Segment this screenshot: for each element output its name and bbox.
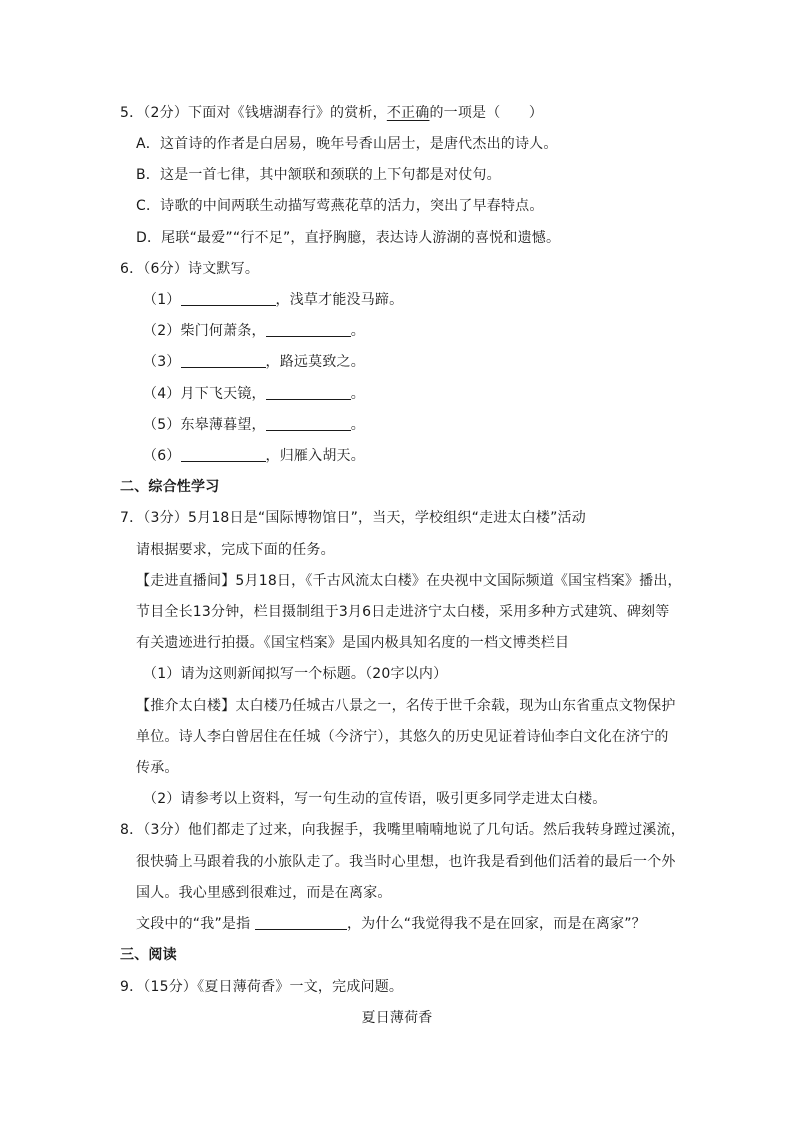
q7-task-1: （1）请为这则新闻拟写一个标题。（20字以内） [143,666,448,682]
q9-passage-title: 夏日薄荷香 [361,1010,433,1026]
q5-option-c: C．诗歌的中间两联生动描写莺燕花草的活力，突出了早春特点。 [136,198,544,214]
q7-intro-line-3: 传承。 [136,760,179,776]
q5-stem-underlined: 不正确 [386,105,430,121]
q6-item-6 [143,446,365,466]
q8-line-2: 很快骑上马跟着我的小旅队走了。我当时心里想，也许我是看到他们活着的最后一个外 [136,854,676,870]
q5-option-b: B．这是一首七律，其中颔联和颈联的上下句都是对仗句。 [136,167,501,183]
q7-intro-text-1: 太白楼乃任城古八景之一，名传于世千余载，现为山东省重点文物保护 [235,698,676,714]
q5-stem [120,103,543,123]
q6-item-2-after: 。 [350,323,365,339]
q6-item-1-num: （1） [143,292,181,308]
q6-item-4-before: 月下飞天镜， [180,386,266,402]
q6-item-2-blank [266,322,351,337]
q6-item-6-blank [181,447,266,462]
q5-stem-before: 5．（2分）下面对《钱塘湖春行》的赏析， [120,105,387,121]
q6-item-5 [143,415,365,435]
q7-task-2: （2）请参考以上资料，写一句生动的宣传语，吸引更多同学走进太白楼。 [143,791,607,807]
q7-stem: 7．（3分）5月18日是“国际博物馆日”，当天，学校组织“走进太白楼”活动 [120,510,586,526]
q6-item-6-num: （6） [143,448,181,464]
q7-intro-line-1 [136,696,676,716]
q7-news-line-3: 有关遗迹进行拍摄。《国宝档案》是国内极具知名度的一档文博类栏目 [136,635,570,651]
q8-question [136,914,646,934]
q8-blank [255,915,347,930]
q8-line-1: 8．（3分）他们都走了过来，向我握手，我嘴里喃喃地说了几句话。然后我转身蹚过溪流， [120,822,686,838]
q6-item-3 [143,352,365,372]
q6-item-5-num: （5） [143,417,181,433]
q6-item-3-after: ，路远莫致之。 [265,354,365,370]
q7-instruction: 请根据要求，完成下面的任务。 [136,542,335,558]
q7-news-line-2: 节目全长13分钟，栏目摄制组于3月6日走进济宁太白楼，采用多种方式建筑、碑刻等 [136,604,670,620]
q6-item-2-before: 柴门何萧条， [180,323,266,339]
q6-item-4-num: （4） [143,386,181,402]
q6-item-5-after: 。 [350,417,365,433]
q6-item-1-after: ，浅草才能没马蹄。 [275,292,404,308]
q6-item-6-after: ，归雁入胡天。 [265,448,365,464]
section-heading-2: 二、综合性学习 [120,479,220,495]
q8-line-3: 国人。我心里感到很难过，而是在离家。 [136,885,392,901]
q7-intro-tag: 【推介太白楼】 [136,698,236,714]
q6-item-3-num: （3） [143,354,181,370]
q8-question-before: 文段中的“我”是指 [136,916,251,932]
q6-item-4-after: 。 [350,386,365,402]
q6-item-5-before: 东皋薄暮望， [180,417,266,433]
q9-stem: 9．（15分）《夏日薄荷香》一文，完成问题。 [120,979,404,995]
q5-option-d: D．尾联“最爱”“行不足”，直抒胸臆，表达诗人游湖的喜悦和遗憾。 [136,230,561,246]
q7-news-line-1 [136,571,682,591]
q7-news-text-1: 5月18日，《千古风流太白楼》在央视中文国际频道《国宝档案》播出， [235,573,682,589]
q6-item-2-num: （2） [143,323,181,339]
q6-stem: 6．（6分）诗文默写。 [120,261,260,277]
q5-stem-after: 的一项是（ ） [429,105,544,121]
q6-item-3-blank [181,353,266,368]
q6-item-1 [143,290,403,310]
q6-item-2 [143,321,365,341]
q5-option-a: A．这首诗的作者是白居易，晚年号香山居士，是唐代杰出的诗人。 [136,136,558,152]
q6-item-4 [143,384,365,404]
q7-news-tag: 【走进直播间】 [136,573,236,589]
q6-item-4-blank [266,385,351,400]
q6-item-1-blank [181,291,276,306]
section-heading-3: 三、阅读 [120,947,177,963]
q8-question-after: ，为什么“我觉得我不是在回家，而是在离家”？ [346,916,646,932]
q7-intro-line-2: 单位。诗人李白曾居住在任城（今济宁），其悠久的历史见证着诗仙李白文化在济宁的 [136,729,669,745]
q6-item-5-blank [266,416,351,431]
